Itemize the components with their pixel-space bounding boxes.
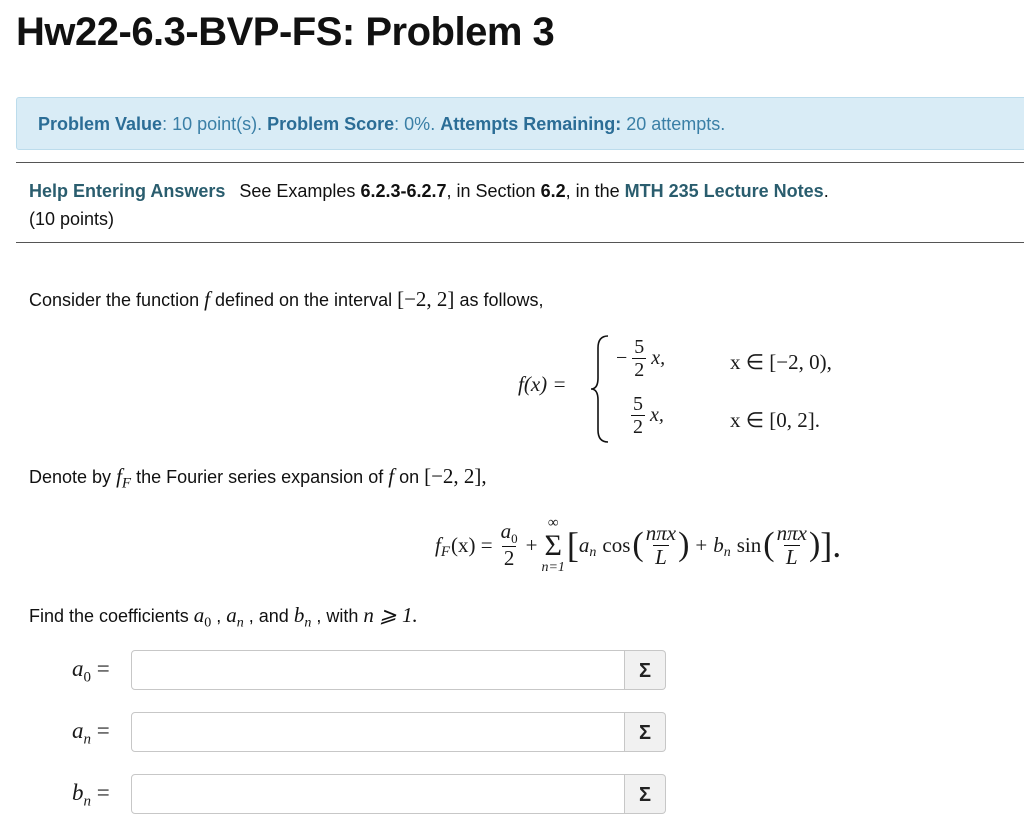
attempts-remaining-label: Attempts Remaining: xyxy=(440,114,622,134)
plus-sign: + xyxy=(525,532,538,557)
help-section xyxy=(29,177,829,233)
math-f: f xyxy=(116,464,122,488)
text: , xyxy=(211,606,227,626)
help-text: See Examples xyxy=(239,181,361,201)
answer-label-an xyxy=(72,718,110,749)
attempts-remaining: 20 attempts. xyxy=(626,114,726,134)
left-brace xyxy=(590,334,612,444)
right-bracket: ]. xyxy=(820,525,842,565)
sum-upper-limit: ∞ xyxy=(547,514,559,531)
equation-editor-button-an[interactable]: Σ xyxy=(625,712,666,752)
math-interval: [−2, 2] xyxy=(397,287,455,311)
text: , with xyxy=(311,606,364,626)
text: on xyxy=(394,467,425,487)
math-b: b xyxy=(713,532,724,557)
piece-1-expr xyxy=(616,337,665,380)
subscript: n xyxy=(589,545,597,560)
condition-text: x ∈ [−2, 0), xyxy=(730,350,832,374)
right-paren: ) xyxy=(678,526,690,563)
label-var: a xyxy=(72,656,84,681)
subscript: F xyxy=(121,475,132,492)
text: Find the coefficients xyxy=(29,606,194,626)
math-interval: [−2, 2], xyxy=(424,464,487,488)
answer-label-a0 xyxy=(72,656,110,687)
label-sub: n xyxy=(83,731,91,748)
sum-symbol: Σ xyxy=(544,528,562,562)
math-a: a xyxy=(193,603,205,627)
math-fx: f(x) = xyxy=(518,372,567,396)
sum-lower-limit: n=1 xyxy=(541,559,565,575)
math-x: x, xyxy=(650,404,664,426)
label-eq: = xyxy=(91,656,110,681)
cos-text: cos xyxy=(602,532,631,557)
label-sub: n xyxy=(83,793,91,810)
subscript: F xyxy=(440,544,451,560)
points-text: (10 points) xyxy=(29,209,115,229)
denominator: 2 xyxy=(634,359,645,381)
find-coefficients-text xyxy=(29,603,418,632)
section-ref: 6.2 xyxy=(540,181,566,201)
fourier-series-equation xyxy=(435,505,841,585)
numerator: nπx xyxy=(776,520,807,545)
denote-text xyxy=(29,464,487,493)
text: , and xyxy=(243,606,294,626)
piece-2-expr xyxy=(631,394,664,437)
examples-ref: 6.2.3-6.2.7 xyxy=(360,181,447,201)
label-var: a xyxy=(72,718,84,743)
numerator: nπx xyxy=(645,520,677,545)
text: defined on the interval xyxy=(209,290,398,310)
lecture-notes-link[interactable]: MTH 235 Lecture Notes xyxy=(624,181,824,201)
math-x: x, xyxy=(651,347,666,369)
summation xyxy=(541,516,564,575)
right-paren: ) xyxy=(808,526,821,563)
numerator: a xyxy=(500,518,512,543)
divider xyxy=(16,242,1024,243)
math-condition: n ⩾ 1. xyxy=(363,603,418,627)
answer-input-bn[interactable] xyxy=(131,774,625,814)
subscript: n xyxy=(723,545,731,560)
help-entering-answers-link[interactable]: Help Entering Answers xyxy=(29,181,226,201)
text: as follows, xyxy=(454,290,544,310)
label-sub: 0 xyxy=(83,669,91,686)
help-text: , in the xyxy=(565,181,625,201)
label-eq: = xyxy=(91,780,110,805)
problem-score: : 0%. xyxy=(394,114,436,134)
label-var: b xyxy=(72,780,84,805)
a0-fraction xyxy=(499,518,520,571)
answer-label-bn xyxy=(72,780,110,811)
text: Denote by xyxy=(29,467,117,487)
help-text: , in Section xyxy=(446,181,541,201)
problem-value-label: Problem Value xyxy=(38,114,163,134)
minus-sign: − xyxy=(616,347,628,369)
sin-text: sin xyxy=(736,532,762,557)
equation-editor-button-a0[interactable]: Σ xyxy=(625,650,666,690)
text: the Fourier series expansion of xyxy=(131,467,389,487)
answer-input-a0[interactable] xyxy=(131,650,625,690)
subscript: n xyxy=(304,615,312,631)
denominator: L xyxy=(785,544,798,569)
left-bracket: [ xyxy=(566,525,579,565)
divider xyxy=(16,162,1024,163)
numerator: 5 xyxy=(633,393,643,415)
denominator: 2 xyxy=(633,416,643,438)
npix-fraction xyxy=(775,520,809,569)
subscript: 0 xyxy=(204,615,212,631)
piece-2-condition xyxy=(730,408,820,433)
piecewise-lhs xyxy=(518,372,567,397)
help-text: . xyxy=(823,181,829,201)
answer-input-an[interactable] xyxy=(131,712,625,752)
label-eq: = xyxy=(91,718,110,743)
problem-intro xyxy=(29,287,543,312)
problem-score-label: Problem Score xyxy=(267,114,395,134)
math-b: b xyxy=(293,603,305,627)
problem-value: : 10 point(s). xyxy=(162,114,263,134)
math-text: (x) = xyxy=(451,532,493,557)
equation-editor-button-bn[interactable]: Σ xyxy=(625,774,666,814)
problem-status-banner xyxy=(16,97,1024,150)
piece-1-condition xyxy=(730,350,832,375)
subscript: 0 xyxy=(511,531,518,547)
math-a: a xyxy=(578,532,590,557)
math-f: f xyxy=(435,532,441,557)
plus-sign: + xyxy=(695,532,708,557)
numerator: 5 xyxy=(634,336,645,358)
npix-fraction xyxy=(644,520,678,569)
left-paren: ( xyxy=(632,526,644,563)
left-paren: ( xyxy=(763,526,775,563)
math-a: a xyxy=(226,603,237,627)
denominator: L xyxy=(655,544,667,569)
math-f: f xyxy=(388,464,395,488)
condition-text: x ∈ [0, 2]. xyxy=(730,408,821,432)
text: Consider the function xyxy=(29,290,205,310)
fraction xyxy=(631,394,645,437)
denominator: 2 xyxy=(503,546,515,571)
subscript: n xyxy=(236,615,244,631)
math-f: f xyxy=(204,287,210,311)
fraction xyxy=(632,337,646,380)
page-title: Hw22-6.3-BVP-FS: Problem 3 xyxy=(16,10,555,54)
